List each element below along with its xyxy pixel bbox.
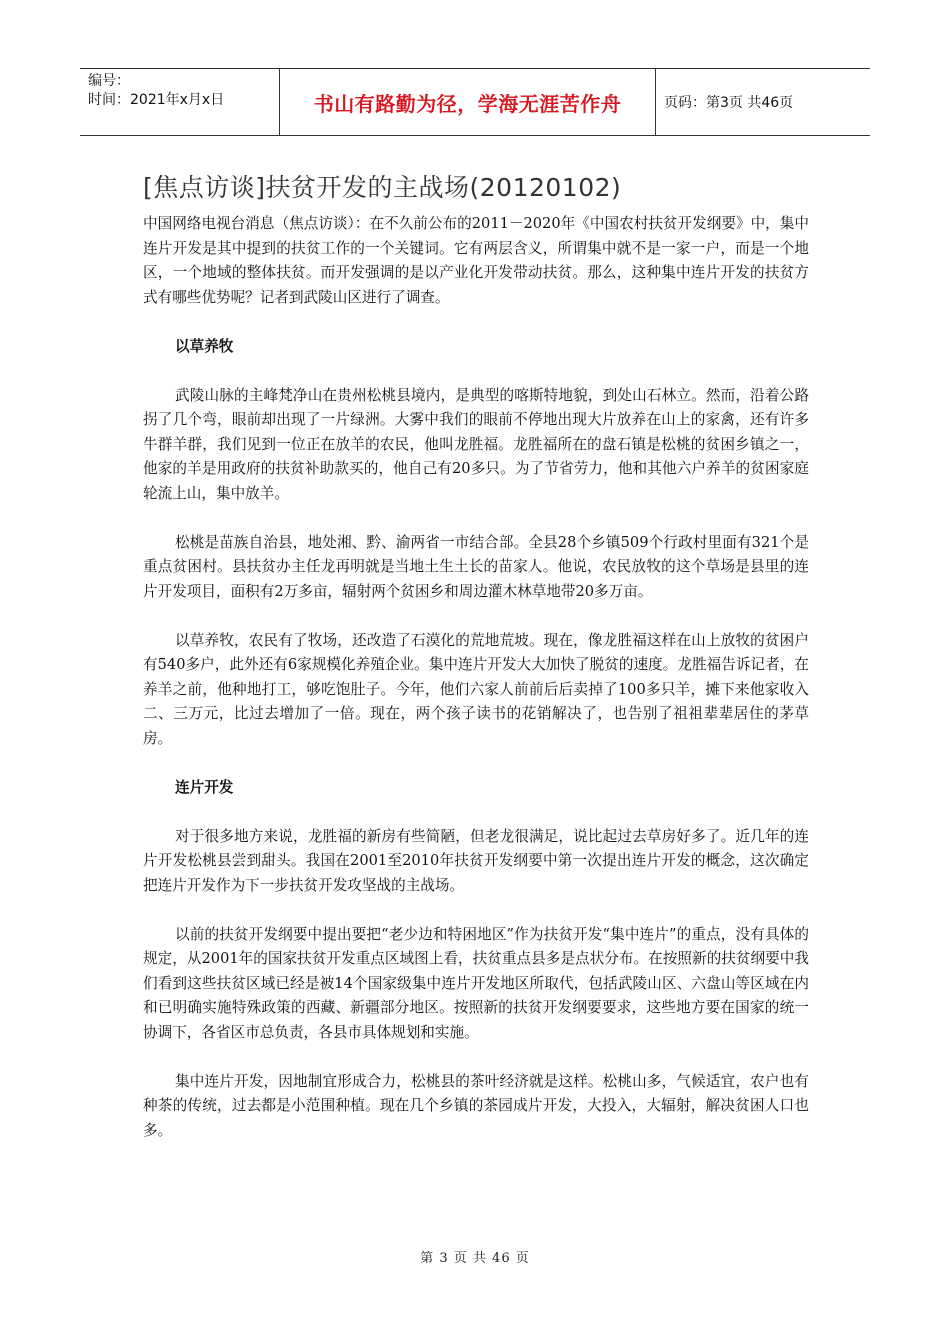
paragraph: 对于很多地方来说，龙胜福的新房有些简陋，但老龙很满足，说比起过去草房好多了。近几年的连片开发松桃县尝到甜头。我国在2001至2010年扶贫开发纲要中第一次提出连片开发的概念，这次确定把连片开发作为下一步扶贫开发攻坚战的主战场。 [143, 827, 809, 894]
header-page-info: 页码：第3页 共46页 [664, 95, 794, 111]
section-heading-contiguous-development: 连片开发 [175, 778, 234, 796]
header-table [80, 68, 870, 136]
section-heading-grazing: 以草养牧 [175, 337, 234, 355]
header-motto: 书山有路勤为径，学海无涯苦作舟 [280, 69, 656, 135]
header-meta [80, 69, 280, 135]
page-footer: 第 3 页 共 46 页 [420, 1251, 530, 1266]
paragraph: 松桃是苗族自治县，地处湘、黔、渝两省一市结合部。全县28个乡镇509个行政村里面有321个是重点贫困村。县扶贫办主任龙再明就是当地土生土长的苗家人。他说，农民放牧的这个草场是县里的连片开发项目，面积有2万多亩，辐射两个贫困乡和周边灌木林草地带20多万亩。 [143, 533, 809, 600]
document-body [143, 212, 809, 1168]
paragraph: 集中连片开发，因地制宜形成合力，松桃县的茶叶经济就是这样。松桃山多，气候适宜，农户也有种茶的传统，过去都是小范围种植。现在几个乡镇的茶园成片开发，大投入，大辐射，解决贫困人口也多。 [143, 1072, 809, 1139]
document-number-label: 编号： [88, 73, 130, 89]
document-title: [焦点访谈]扶贫开发的主战场(20120102) [143, 173, 622, 202]
paragraph: 以前的扶贫开发纲要中提出要把“老少边和特困地区”作为扶贫开发“集中连片”的重点，没有具体的规定，从2001年的国家扶贫开发重点区域图上看，扶贫重点县多是点状分布。在按照新的扶贫纲要中我们看到这些扶贫区域已经是被14个国家级集中连片开发地区所取代，包括武陵山区、六盘山等区域在内和已明确实施特殊政策的西藏、新疆部分地区。按照新的扶贫开发纲要要求，这些地方要在国家的统一协调下，各省区市总负责，各县市具体规划和实施。 [143, 925, 809, 1041]
document-date-label: 时间：2021年x月x日 [88, 92, 225, 108]
paragraph: 以草养牧，农民有了牧场，还改造了石漠化的荒地荒坡。现在，像龙胜福这样在山上放牧的贫困户有540多户，此外还有6家规模化养殖企业。集中连片开发大大加快了脱贫的速度。龙胜福告诉记者，在养羊之前，他种地打工，够吃饱肚子。今年，他们六家人前前后后卖掉了100多只羊，摊下来他家收入二、三万元，比过去增加了一倍。现在，两个孩子读书的花销解决了，也告别了祖祖辈辈居住的茅草房。 [143, 631, 809, 747]
paragraph: 武陵山脉的主峰梵净山在贵州松桃县境内，是典型的喀斯特地貌，到处山石林立。然而，沿着公路拐了几个弯，眼前却出现了一片绿洲。大雾中我们的眼前不停地出现大片放养在山上的家禽，还有许多牛群羊群，我们见到一位正在放羊的农民，他叫龙胜福。龙胜福所在的盘石镇是松桃的贫困乡镇之一，他家的羊是用政府的扶贫补助款买的，他自己有20多只。为了节省劳力，他和其他六户养羊的贫困家庭轮流上山，集中放羊。 [143, 386, 809, 502]
lead-paragraph: 中国网络电视台消息（焦点访谈）：在不久前公布的2011－2020年《中国农村扶贫开发纲要》中，集中连片开发是其中提到的扶贫工作的一个关键词。它有两层含义，所谓集中就不是一家一户，而是一个地区，一个地域的整体扶贫。而开发强调的是以产业化开发带动扶贫。那么，这种集中连片开发的扶贫方式有哪些优势呢？记者到武陵山区进行了调查。 [143, 215, 809, 306]
